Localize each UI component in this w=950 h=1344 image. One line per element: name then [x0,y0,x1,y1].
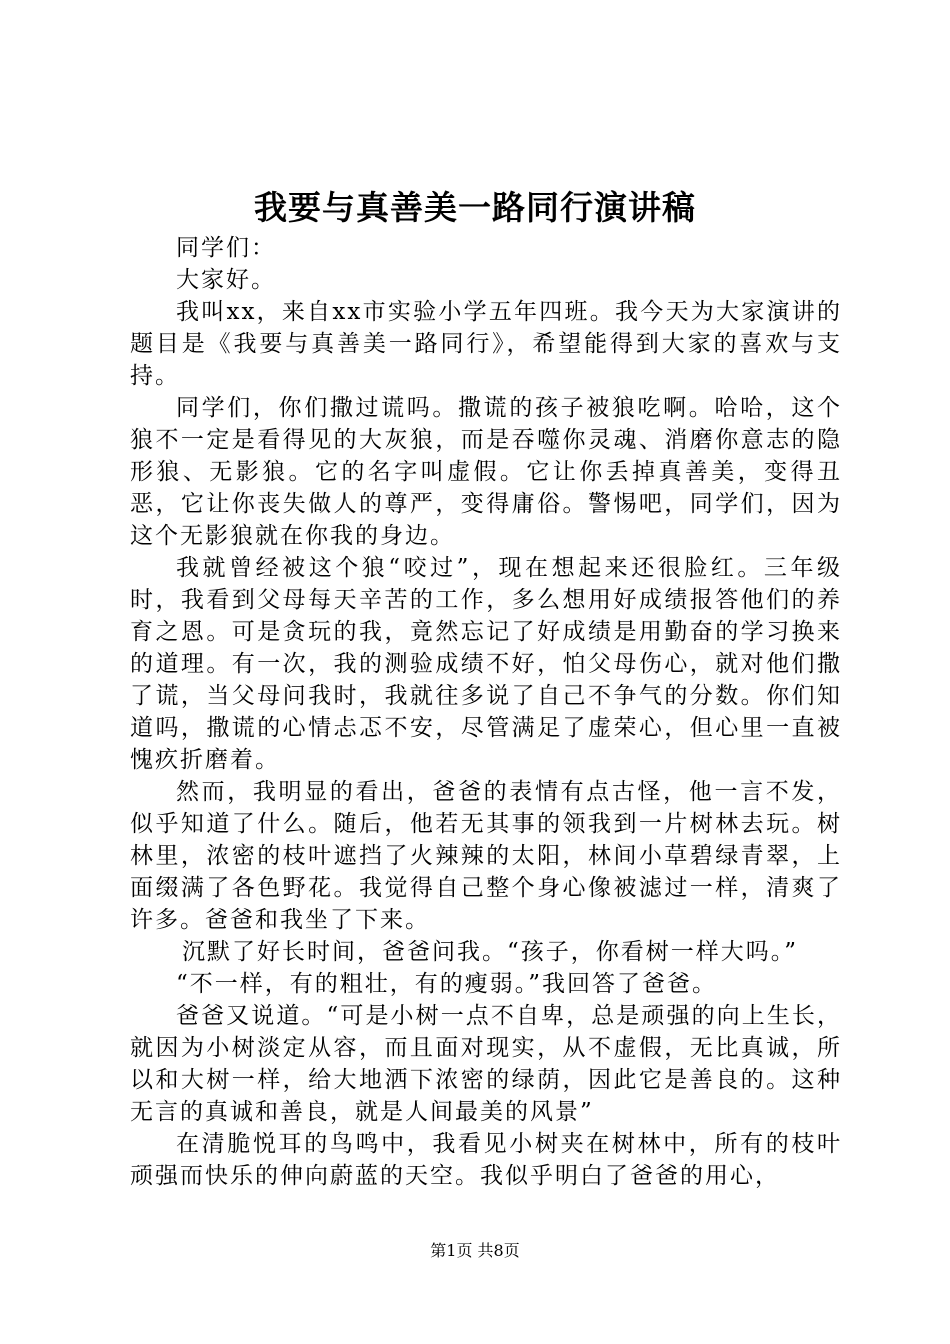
paragraph-father-speech: 爸爸又说道。“可是小树一点不自卑，总是顽强的向上生长，就因为小树淡定从容，而且面对现实，从不虚假，无比真诚，所以和大树一样，给大地洒下浓密的绿荫，因此它是善良的。这种无言的真诚和善良，就是人间最美的风景” [130,1003,842,1125]
paragraph-intro: 我叫xx，来自xx市实验小学五年四班。我今天为大家演讲的题目是《我要与真善美一路同行》，希望能得到大家的喜欢与支持。 [130,299,842,389]
paragraph-greeting: 同学们： [176,235,276,261]
paragraph-hello: 大家好。 [176,267,276,293]
paragraph-forest: 然而，我明显的看出，爸爸的表情有点古怪，他一言不发，似乎知道了什么。随后，他若无其事的领我到一片树林去玩。树林里，浓密的枝叶遮挡了火辣辣的太阳，林间小草碧绿青翠，上面缀满了各色野花。我觉得自己整个身心像被滤过一样，清爽了许多。爸爸和我坐了下来。 [130,779,842,933]
paragraph-wolf: 同学们，你们撒过谎吗。撒谎的孩子被狼吃啊。哈哈，这个狼不一定是看得见的大灰狼，而是吞噬你灵魂、消磨你意志的隐形狼、无影狼。它的名字叫虚假。它让你丢掉真善美，变得丑恶，它让你丧失做人的尊严，变得庸俗。警惕吧，同学们，因为这个无影狼就在你我的身边。 [130,395,842,549]
document-body [130,232,842,1192]
paragraph-answer: “不一样，有的粗壮，有的瘦弱。”我回答了爸爸。 [176,971,718,997]
document-title: 我要与真善美一路同行演讲稿 [254,188,696,227]
paragraph-birdsong: 在清脆悦耳的鸟鸣中，我看见小树夹在树林中，所有的枝叶顽强而快乐的伸向蔚蓝的天空。我似乎明白了爸爸的用心， [130,1131,842,1189]
page-footer: 第1页 共8页 [430,1241,520,1260]
paragraph-question: 沉默了好长时间，爸爸问我。“孩子，你看树一样大吗。” [182,939,799,965]
paragraph-bitten: 我就曾经被这个狼“咬过”，现在想起来还很脸红。三年级时，我看到父母每天辛苦的工作，多么想用好成绩报答他们的养育之恩。可是贪玩的我，竟然忘记了好成绩是用勤奋的学习换来的道理。有一次，我的测验成绩不好，怕父母伤心，就对他们撒了谎，当父母问我时，我就往多说了自己不争气的分数。你们知道吗，撒谎的心情忐忑不安，尽管满足了虚荣心，但心里一直被愧疚折磨着。 [130,555,842,773]
